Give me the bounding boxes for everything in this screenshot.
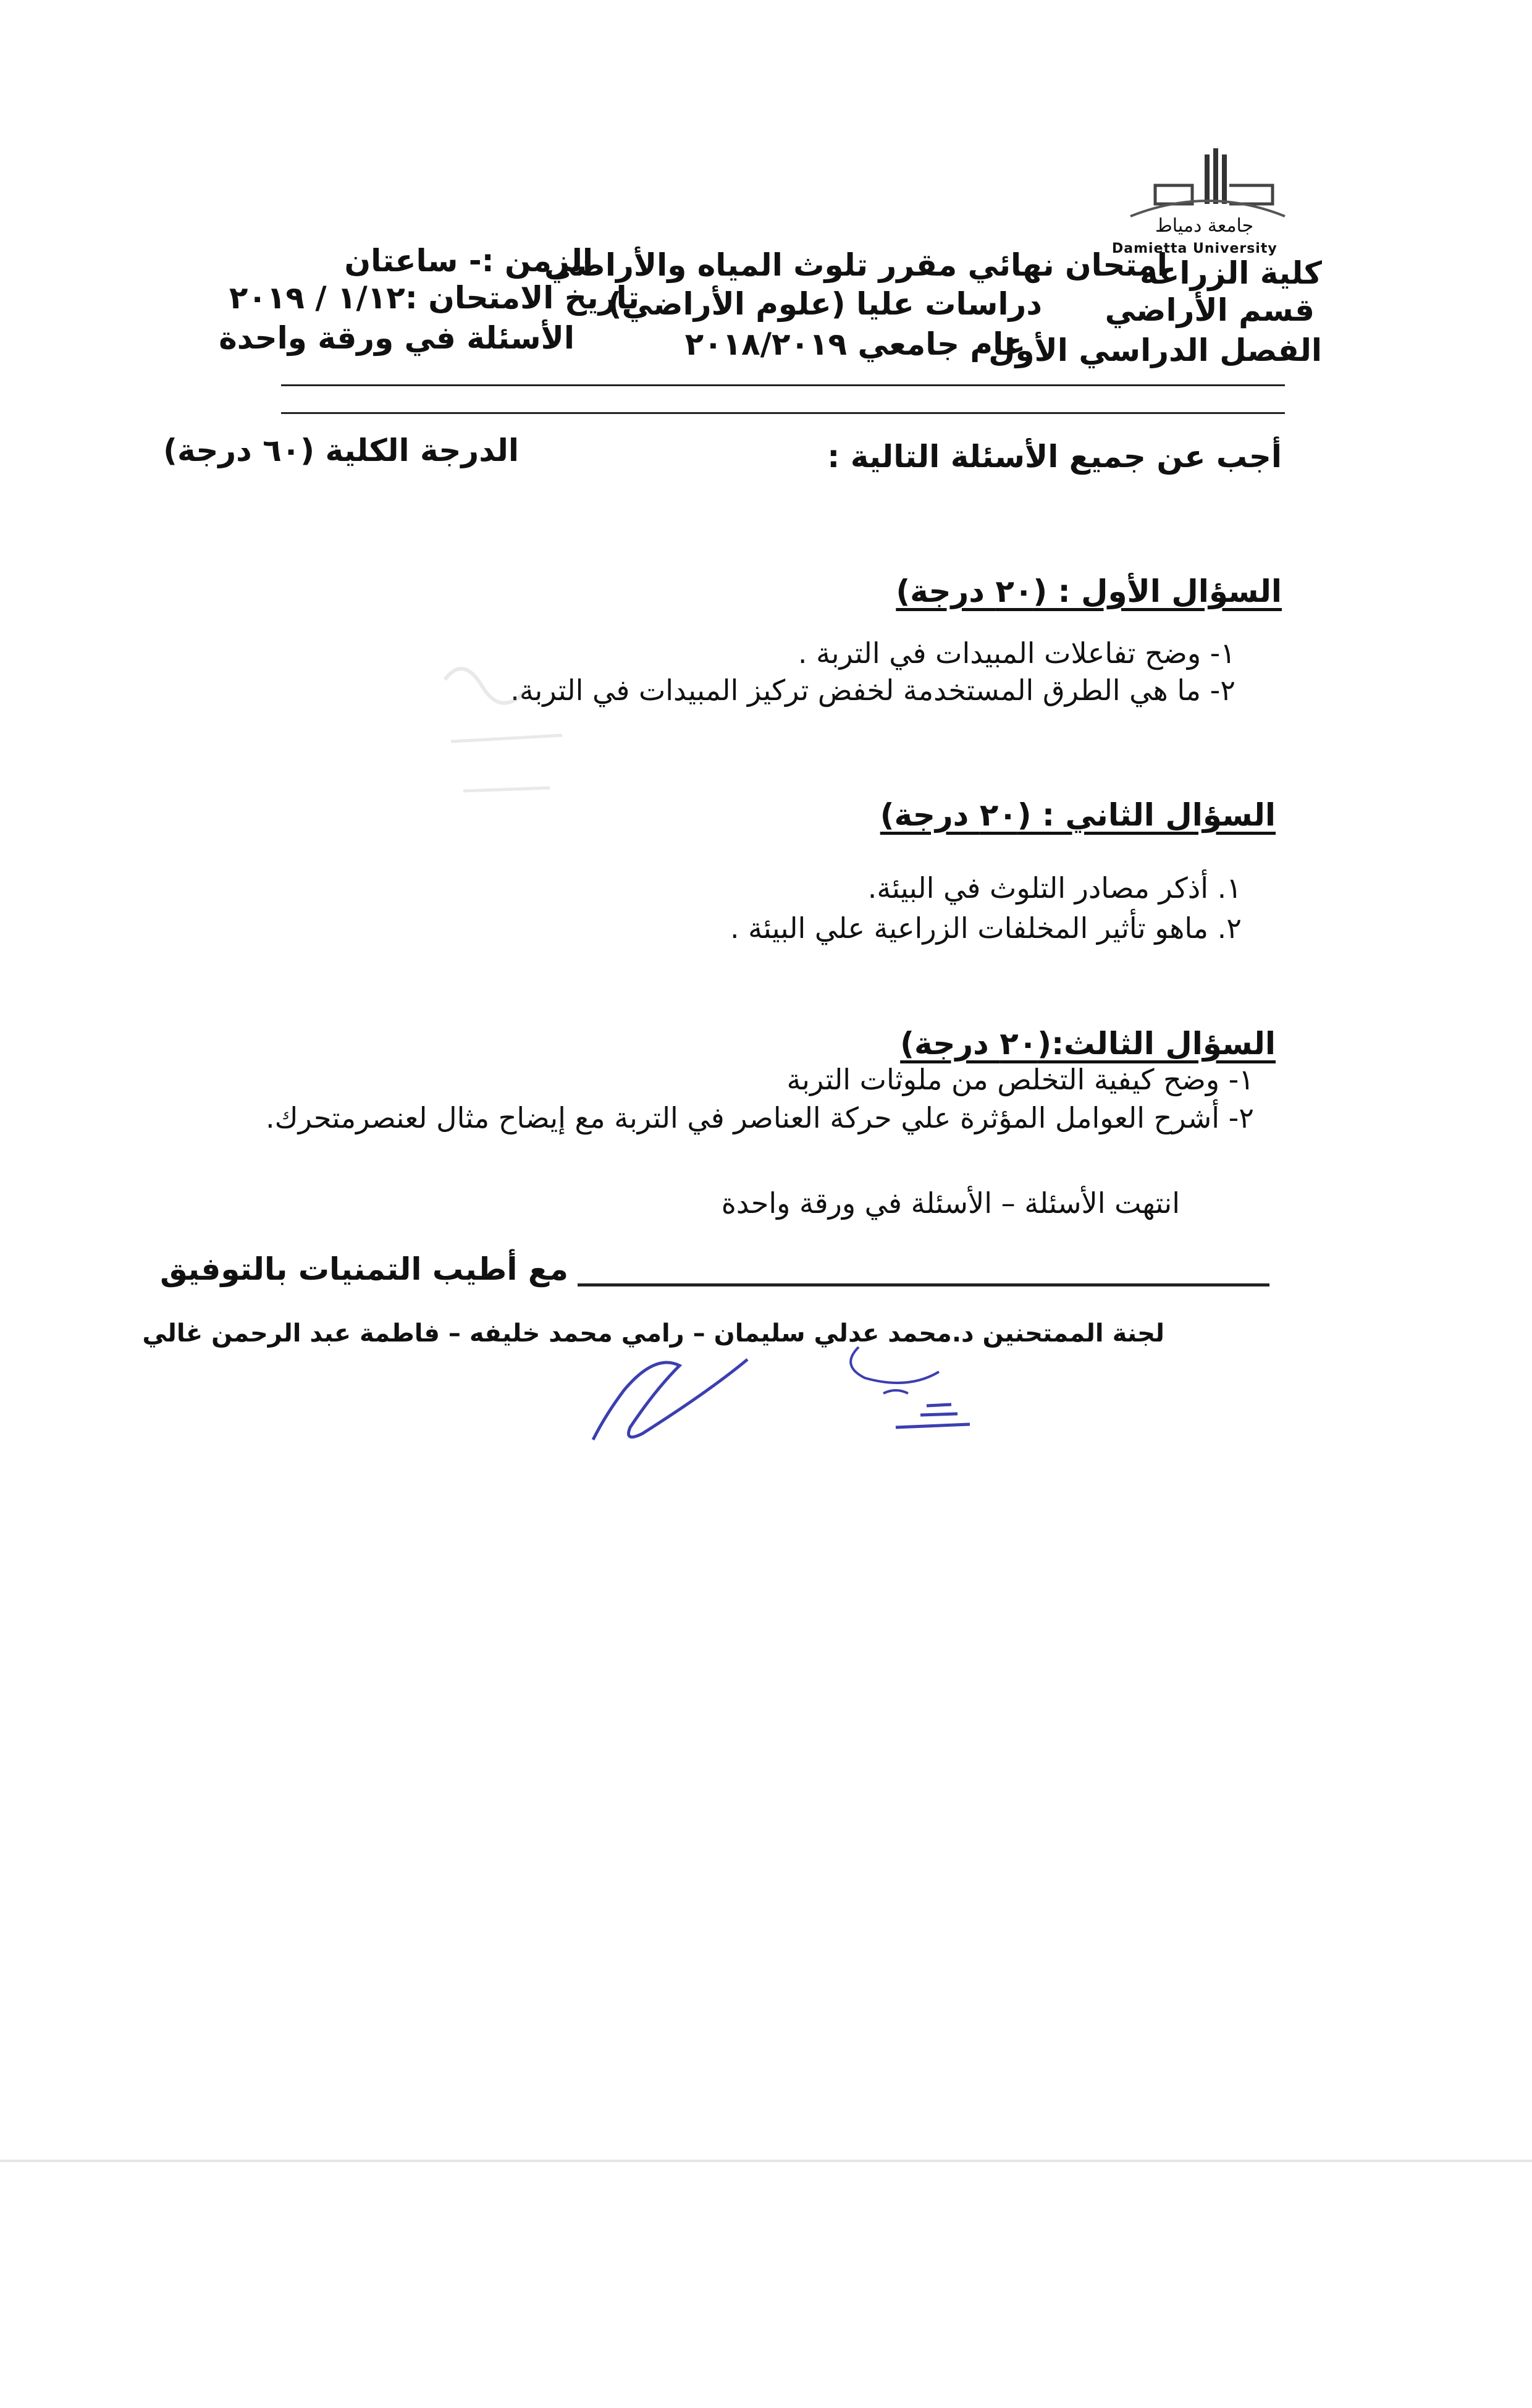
header-divider-top [281, 384, 1285, 386]
program-name: دراسات عليا (علوم الأراضي) [607, 286, 1042, 322]
logo-arabic-name: جامعة دمياط [1155, 215, 1254, 237]
university-logo [1112, 148, 1297, 260]
logo-emblem-icon [1118, 148, 1297, 222]
logo-english-name: Damietta University [1112, 241, 1277, 256]
wishes: مع أطيب التمنيات بالتوفيق [160, 1251, 568, 1287]
question-3-item-1: ١- وضح كيفية التخلص من ملوثات التربة [786, 1063, 1254, 1096]
footer-line [578, 1283, 1269, 1286]
exam-title: امتحان نهائي مقرر تلوث المياه والأراضي [544, 247, 1168, 283]
signature-1-icon [587, 1341, 772, 1452]
end-note: انتهت الأسئلة – الأسئلة في ورقة واحدة [721, 1186, 1180, 1220]
exam-duration: الزمن :- ساعتان [344, 243, 593, 279]
faculty-name: كلية الزراعة [1139, 255, 1322, 291]
bleed-through-mark [426, 643, 587, 828]
question-1-item-1: ١- وضح تفاعلات المبيدات في التربة . [798, 636, 1235, 670]
question-2-title: السؤال الثاني : (٢٠ درجة) [880, 797, 1276, 833]
question-2-item-2: ٢. ماهو تأثير المخلفات الزراعية علي البيئة . [730, 911, 1242, 945]
academic-year: عام جامعي ٢٠١٨/٢٠١٩ [684, 326, 1025, 362]
question-3-title: السؤال الثالث:(٢٠ درجة) [900, 1026, 1276, 1062]
total-grade: الدرجة الكلية (٦٠ درجة) [163, 433, 519, 468]
question-1-item-2: ٢- ما هي الطرق المستخدمة لخفض تركيز المبيدات في التربة. [510, 674, 1235, 707]
signature-2-icon [834, 1335, 1019, 1446]
examiners-committee: لجنة الممتحنين د.محمد عدلي سليمان – رامي محمد خليفه – فاطمة عبد الرحمن غالي [142, 1319, 1164, 1348]
exam-date: تاريخ الامتحان :١/١٢ / ٢٠١٩ [229, 280, 639, 316]
question-3-item-2: ٢- أشرح العوامل المؤثرة علي حركة العناصر في التربة مع إيضاح مثال لعنصرمتحرك. [266, 1101, 1254, 1134]
semester: الفصل الدراسي الأول [988, 332, 1322, 368]
header-divider-bottom [281, 412, 1285, 414]
question-2-item-1: ١. أذكر مصادر التلوث في البيئة. [867, 871, 1242, 905]
department-name: قسم الأراضي [1105, 292, 1315, 328]
question-1-title: السؤال الأول : (٢٠ درجة) [896, 573, 1282, 609]
scan-edge [0, 2160, 1532, 2162]
answer-all-instruction: أجب عن جميع الأسئلة التالية : [827, 439, 1282, 475]
one-sheet-note: الأسئلة في ورقة واحدة [219, 320, 574, 356]
